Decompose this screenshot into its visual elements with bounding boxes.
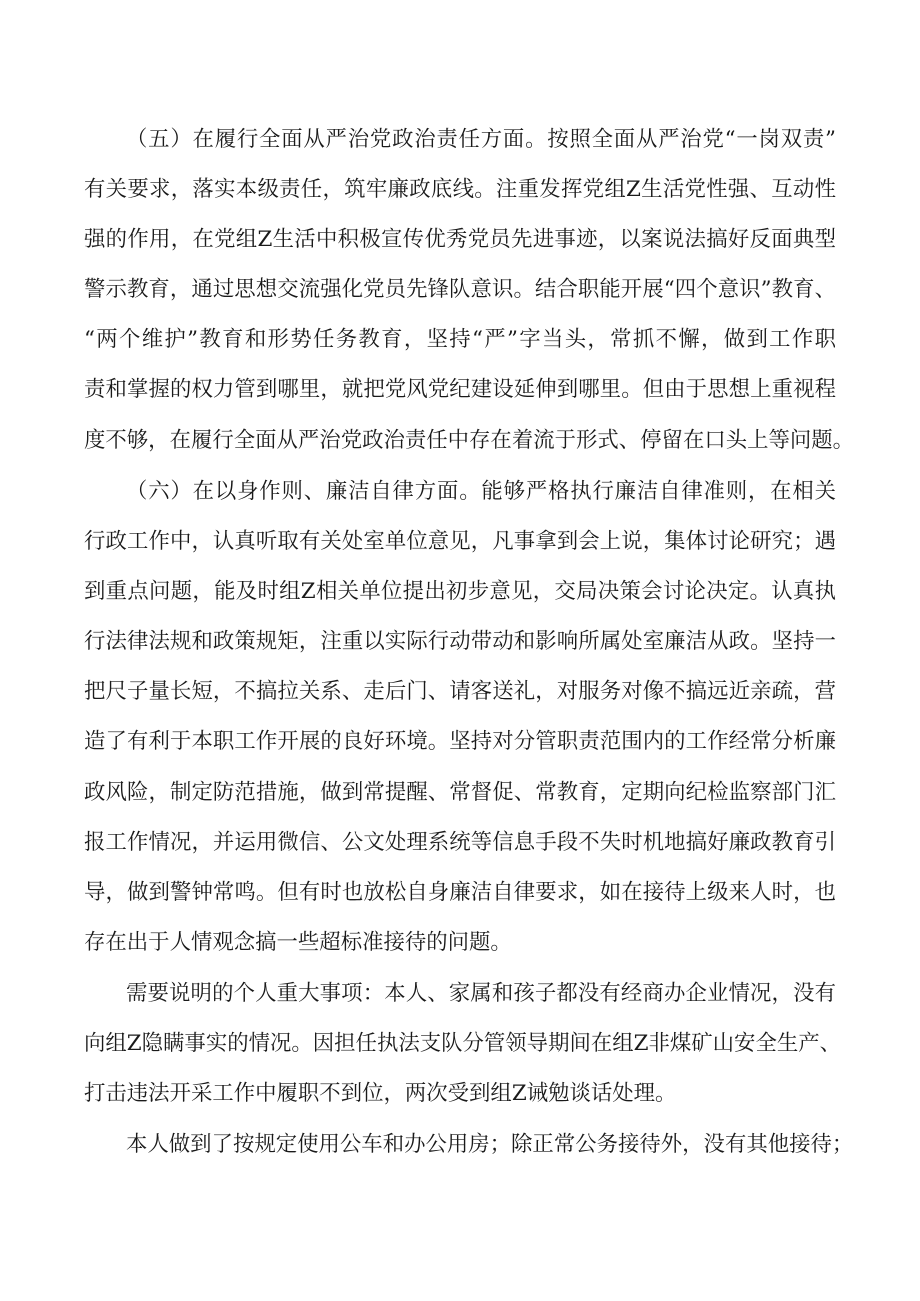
text-line: （六）在以身作则、廉洁自律方面。能够严格执行廉洁自律准则，在相关 <box>126 479 836 504</box>
text-line: 行政工作中，认真听取有关处室单位意见，凡事拿到会上说，集体讨论研究；遇 <box>84 529 836 554</box>
text-line: 行法律法规和政策规矩，注重以实际行动带动和影响所属处室廉洁从政。坚持一 <box>84 629 836 654</box>
text-line: 警示教育，通过思想交流强化党员先锋队意识。结合职能开展“四个意识”教育、 <box>84 277 836 302</box>
text-line: 政风险，制定防范措施，做到常提醒、常督促、常教育，定期向纪检监察部门汇 <box>84 780 836 805</box>
text-line: 存在出于人情观念搞一些超标准接待的问题。 <box>84 930 512 955</box>
text-line: 度不够，在履行全面从严治党政治责任中存在着流于形式、停留在口头上等问题。 <box>84 428 855 453</box>
text-line: “两个维护”教育和形势任务教育，坚持“严”字当头，常抓不懈，做到工作职 <box>84 327 836 352</box>
text-line: 向组Z隐瞒事实的情况。因担任执法支队分管领导期间在组Z非煤矿山安全生产、 <box>84 1031 842 1056</box>
text-line: （五）在履行全面从严治党政治责任方面。按照全面从严治党“一岗双责” <box>126 127 836 152</box>
text-line: 有关要求，落实本级责任，筑牢廉政底线。注重发挥党组Z生活党性强、互动性 <box>84 177 836 202</box>
text-line: 造了有利于本职工作开展的良好环境。坚持对分管职责范围内的工作经常分析廉 <box>84 729 836 754</box>
text-line: 到重点问题，能及时组Z相关单位提出初步意见，交局决策会讨论决定。认真执 <box>84 579 836 604</box>
text-line: 报工作情况，并运用微信、公文处理系统等信息手段不失时机地搞好廉政教育引 <box>84 830 836 855</box>
text-line: 强的作用，在党组Z生活中积极宣传优秀党员先进事迹，以案说法搞好反面典型 <box>84 227 836 252</box>
text-line: 导，做到警钟常鸣。但有时也放松自身廉洁自律要求，如在接待上级来人时，也 <box>84 880 836 905</box>
text-line: 把尺子量长短，不搞拉关系、走后门、请客送礼，对服务对像不搞远近亲疏，营 <box>84 679 836 704</box>
text-line: 本人做到了按规定使用公车和办公用房；除正常公务接待外，没有其他接待； <box>126 1132 854 1157</box>
text-line: 需要说明的个人重大事项：本人、家属和孩子都没有经商办企业情况，没有 <box>126 981 836 1006</box>
text-line: 打击违法开采工作中履职不到位，两次受到组Z诫勉谈话处理。 <box>84 1081 677 1106</box>
text-line: 责和掌握的权力管到哪里，就把党风党纪建设延伸到哪里。但由于思想上重视程 <box>84 377 836 402</box>
